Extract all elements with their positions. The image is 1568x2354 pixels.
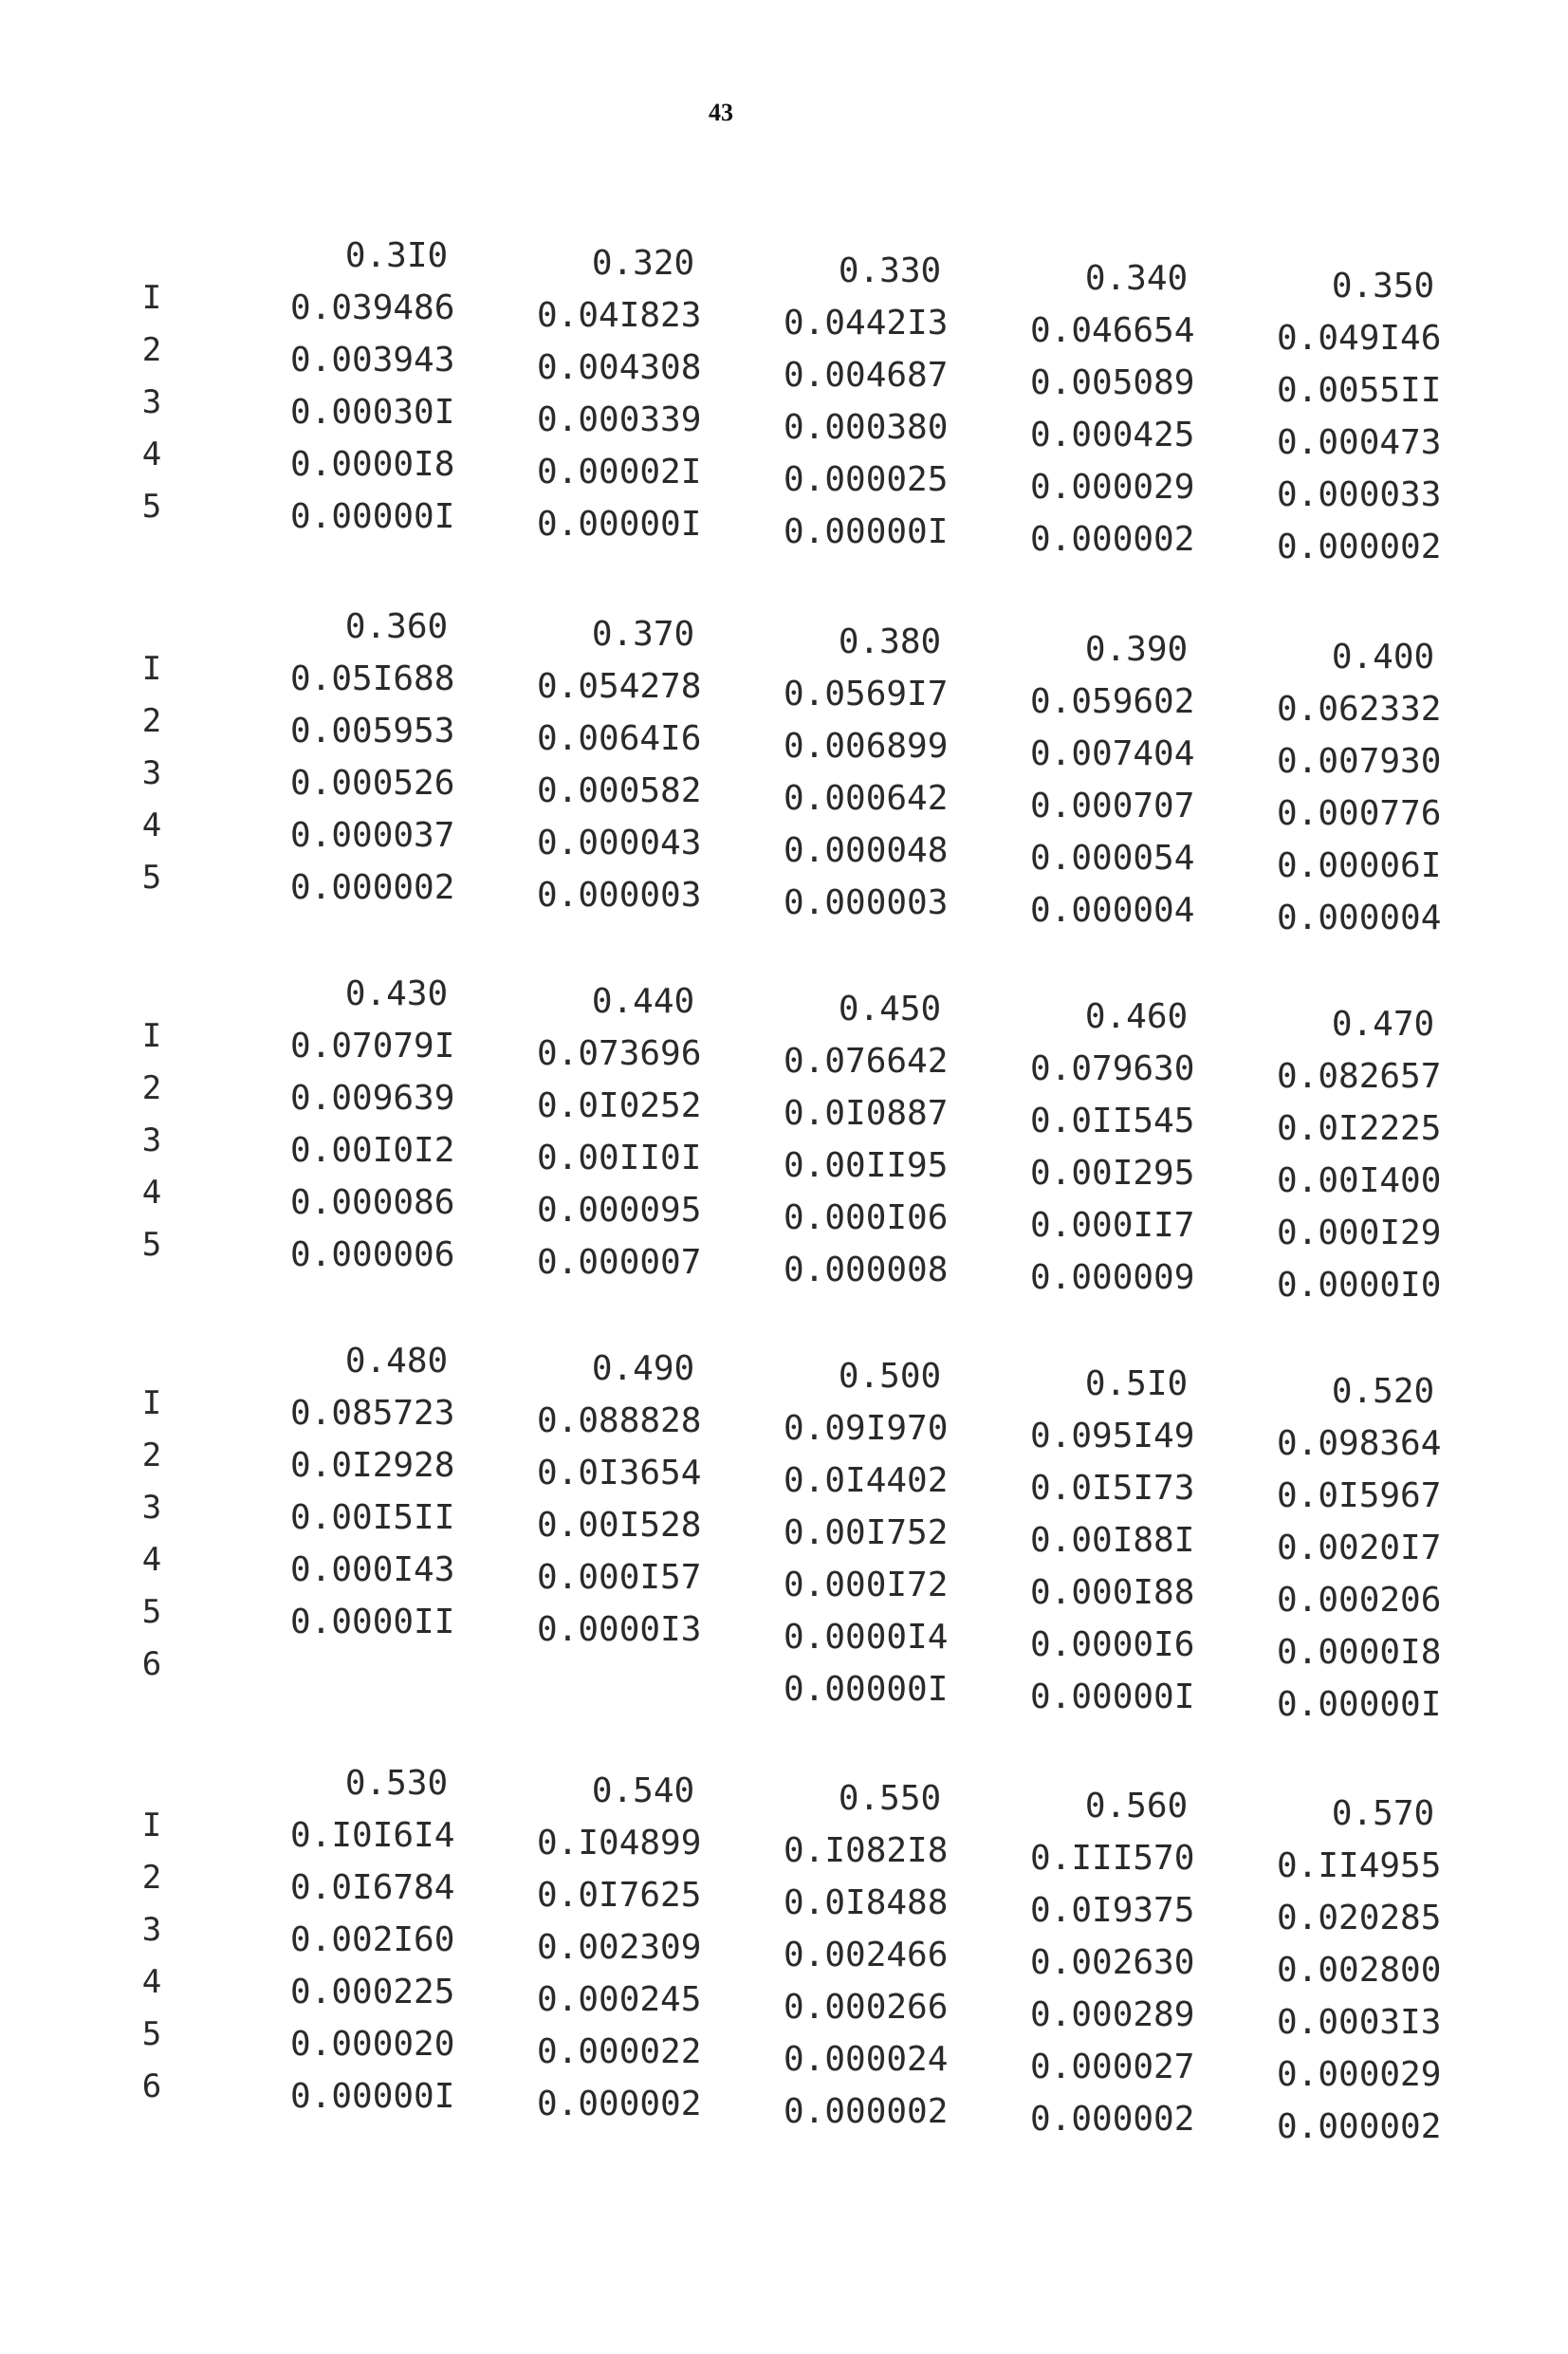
table-cell: 0.046654 [1030, 311, 1195, 350]
column-header: 0.330 [838, 251, 942, 290]
table-cell: 0.000I06 [784, 1198, 949, 1237]
column-header: 0.520 [1331, 1372, 1435, 1411]
row-label: 6 [141, 2067, 162, 2105]
column-header: 0.470 [1331, 1005, 1435, 1044]
column-header: 0.480 [344, 1342, 449, 1381]
column-header: 0.440 [591, 982, 695, 1021]
table-cell: 0.000003 [784, 883, 949, 922]
table-cell: 0.000008 [784, 1251, 949, 1289]
column-header: 0.360 [344, 607, 449, 646]
table-cell: 0.0I7625 [537, 1876, 702, 1915]
table-cell: 0.000526 [290, 764, 455, 803]
table-cell: 0.000225 [290, 1973, 455, 2011]
column-header: 0.350 [1331, 267, 1435, 306]
table-column [766, 245, 1013, 558]
table-column [1013, 991, 1260, 1304]
table-cell: 0.000007 [537, 1243, 702, 1282]
row-labels [123, 1010, 180, 1271]
row-label: 5 [141, 2015, 162, 2053]
row-label: I [141, 1807, 162, 1844]
table-cell: 0.000380 [784, 408, 949, 447]
column-header: 0.320 [591, 244, 695, 283]
table-cell: 0.0000I4 [784, 1618, 949, 1657]
table-column [273, 601, 520, 914]
table-cell: 0.000776 [1277, 794, 1442, 833]
column-header: 0.400 [1331, 638, 1435, 677]
table-cell: 0.0000II [290, 1603, 455, 1641]
row-label: 4 [141, 436, 162, 473]
table-cell: 0.0I5967 [1277, 1476, 1442, 1515]
table-cell: 0.0000I0 [1277, 1266, 1442, 1305]
table-cell: 0.00006I [1277, 846, 1442, 885]
table-cell: 0.00030I [290, 393, 455, 432]
table-cell: 0.000002 [537, 2085, 702, 2123]
table-cell: 0.000002 [784, 2092, 949, 2131]
table-cell: 0.III570 [1030, 1839, 1195, 1878]
table-cell: 0.054278 [537, 667, 702, 706]
table-cell: 0.00I400 [1277, 1161, 1442, 1200]
table-cell: 0.000642 [784, 779, 949, 818]
table-column [1260, 260, 1506, 573]
table-cell: 0.000009 [1030, 1258, 1195, 1297]
table-cell: 0.09I970 [784, 1409, 949, 1448]
table-cell: 0.000006 [290, 1235, 455, 1274]
table-column [1260, 631, 1506, 944]
table-cell: 0.I0I6I4 [290, 1816, 455, 1855]
table-cell: 0.000027 [1030, 2048, 1195, 2086]
table-cell: 0.000037 [290, 816, 455, 855]
table-column [1260, 998, 1506, 1311]
column-header: 0.530 [344, 1764, 449, 1803]
column-header: 0.490 [591, 1349, 695, 1388]
table-cell: 0.0I3654 [537, 1454, 702, 1492]
table-cell: 0.020285 [1277, 1899, 1442, 1937]
row-label: 5 [141, 859, 162, 897]
table-cell: 0.000086 [290, 1183, 455, 1222]
table-cell: 0.000004 [1277, 899, 1442, 937]
table-cell: 0.04I823 [537, 296, 702, 335]
table-cell: 0.00000I [784, 512, 949, 551]
table-column [273, 968, 520, 1281]
table-cell: 0.000002 [1030, 520, 1195, 559]
table-cell: 0.005953 [290, 712, 455, 751]
table-cell: 0.000022 [537, 2032, 702, 2071]
table-column [766, 983, 1013, 1296]
table-cell: 0.00II0I [537, 1139, 702, 1177]
table-cell: 0.000029 [1277, 2055, 1442, 2094]
table-cell: 0.076642 [784, 1042, 949, 1081]
table-cell: 0.0I2928 [290, 1446, 455, 1485]
table-column [1013, 1358, 1260, 1723]
table-cell: 0.0II545 [1030, 1102, 1195, 1140]
table-cell: 0.0064I6 [537, 719, 702, 758]
table-cell: 0.000I57 [537, 1558, 702, 1597]
table-cell: 0.039486 [290, 288, 455, 327]
table-cell: 0.073696 [537, 1034, 702, 1073]
column-header: 0.540 [591, 1771, 695, 1810]
table-cell: 0.000054 [1030, 839, 1195, 878]
table-cell: 0.00000I [537, 505, 702, 544]
table-cell: 0.003943 [290, 341, 455, 380]
table-cell: 0.004687 [784, 356, 949, 395]
table-cell: 0.0000I8 [1277, 1633, 1442, 1672]
page-number: 43 [709, 99, 733, 126]
table-cell: 0.000425 [1030, 416, 1195, 454]
table-cell: 0.000024 [784, 2040, 949, 2079]
row-labels [123, 1378, 180, 1691]
table-cell: 0.062332 [1277, 690, 1442, 729]
table-cell: 0.00I88I [1030, 1521, 1195, 1560]
row-label: 4 [141, 1541, 162, 1579]
table-column [1013, 252, 1260, 565]
table-column [1260, 1365, 1506, 1731]
row-label: 3 [141, 383, 162, 421]
row-label: I [141, 279, 162, 317]
table-cell: 0.000029 [1030, 468, 1195, 507]
table-cell: 0.0I9375 [1030, 1891, 1195, 1930]
table-cell: 0.00000I [290, 2077, 455, 2116]
row-label: 2 [141, 702, 162, 740]
table-column [520, 1343, 766, 1656]
row-label: 2 [141, 1436, 162, 1474]
table-column [520, 608, 766, 921]
table-column [273, 230, 520, 543]
row-label: I [141, 1384, 162, 1422]
table-cell: 0.0442I3 [784, 304, 949, 343]
table-cell: 0.000339 [537, 400, 702, 439]
column-header: 0.560 [1084, 1787, 1189, 1826]
table-cell: 0.0569I7 [784, 675, 949, 714]
table-cell: 0.0003I3 [1277, 2003, 1442, 2042]
table-column [766, 1350, 1013, 1715]
table-cell: 0.00000I [1277, 1685, 1442, 1724]
table-cell: 0.000I43 [290, 1550, 455, 1589]
column-header: 0.550 [838, 1779, 942, 1818]
column-header: 0.5I0 [1084, 1364, 1189, 1403]
row-label: 4 [141, 1963, 162, 2001]
table-column [520, 1765, 766, 2130]
row-label: 6 [141, 1645, 162, 1683]
table-cell: 0.0000I6 [1030, 1625, 1195, 1664]
table-cell: 0.009639 [290, 1079, 455, 1118]
table-cell: 0.002466 [784, 1936, 949, 1974]
table-cell: 0.000206 [1277, 1581, 1442, 1620]
row-label: 4 [141, 1174, 162, 1212]
table-cell: 0.005089 [1030, 363, 1195, 402]
table-cell: 0.00000I [290, 497, 455, 536]
table-cell: 0.000266 [784, 1988, 949, 2027]
table-cell: 0.00002I [537, 453, 702, 491]
table-cell: 0.000002 [1277, 2107, 1442, 2146]
row-label: 3 [141, 1489, 162, 1527]
table-column [1013, 1780, 1260, 2145]
table-cell: 0.I04899 [537, 1824, 702, 1863]
table-cell: 0.00I528 [537, 1506, 702, 1545]
table-cell: 0.0055II [1277, 371, 1442, 410]
table-cell: 0.079630 [1030, 1049, 1195, 1088]
column-header: 0.370 [591, 615, 695, 654]
table-cell: 0.0020I7 [1277, 1529, 1442, 1567]
table-cell: 0.000048 [784, 831, 949, 870]
table-cell: 0.0I6784 [290, 1868, 455, 1907]
table-cell: 0.000II7 [1030, 1206, 1195, 1245]
table-column [766, 1772, 1013, 2138]
table-cell: 0.085723 [290, 1394, 455, 1433]
table-cell: 0.059602 [1030, 682, 1195, 721]
row-labels [123, 1800, 180, 2113]
table-cell: 0.000043 [537, 824, 702, 862]
table-cell: 0.004308 [537, 348, 702, 387]
table-cell: 0.006899 [784, 727, 949, 766]
table-cell: 0.0000I8 [290, 445, 455, 484]
table-cell: 0.07079I [290, 1027, 455, 1066]
column-header: 0.3I0 [344, 236, 449, 275]
table-cell: 0.000025 [784, 460, 949, 499]
row-labels [123, 643, 180, 904]
table-cell: 0.0I5I73 [1030, 1469, 1195, 1508]
table-cell: 0.002309 [537, 1928, 702, 1967]
table-cell: 0.000582 [537, 771, 702, 810]
row-label: I [141, 1017, 162, 1055]
table-cell: 0.00II95 [784, 1146, 949, 1185]
table-cell: 0.007930 [1277, 742, 1442, 781]
table-cell: 0.000245 [537, 1980, 702, 2019]
table-column [273, 1335, 520, 1648]
table-column [273, 1757, 520, 2122]
table-cell: 0.05I688 [290, 659, 455, 698]
table-cell: 0.002I60 [290, 1920, 455, 1959]
table-cell: 0.000I72 [784, 1566, 949, 1604]
table-cell: 0.000020 [290, 2025, 455, 2064]
table-cell: 0.00I0I2 [290, 1131, 455, 1170]
table-column [1260, 1788, 1506, 2153]
table-cell: 0.00I752 [784, 1513, 949, 1552]
table-cell: 0.00I5II [290, 1498, 455, 1537]
table-cell: 0.000002 [1277, 528, 1442, 566]
table-column [520, 237, 766, 550]
column-header: 0.500 [838, 1357, 942, 1396]
column-header: 0.450 [838, 990, 942, 1029]
table-cell: 0.088828 [537, 1401, 702, 1440]
table-cell: 0.000289 [1030, 1995, 1195, 2034]
row-label: 3 [141, 1121, 162, 1159]
column-header: 0.380 [838, 622, 942, 661]
column-header: 0.570 [1331, 1794, 1435, 1833]
table-cell: 0.095I49 [1030, 1417, 1195, 1455]
table-column [1013, 623, 1260, 936]
table-cell: 0.000004 [1030, 891, 1195, 930]
table-cell: 0.000002 [1030, 2100, 1195, 2139]
table-cell: 0.0I0887 [784, 1094, 949, 1133]
table-cell: 0.007404 [1030, 734, 1195, 773]
table-cell: 0.098364 [1277, 1424, 1442, 1463]
table-cell: 0.000473 [1277, 423, 1442, 462]
table-cell: 0.00000I [784, 1670, 949, 1709]
row-label: 2 [141, 1859, 162, 1897]
table-column [766, 616, 1013, 929]
row-label: 3 [141, 1911, 162, 1949]
table-cell: 0.0I2225 [1277, 1109, 1442, 1148]
row-label: I [141, 650, 162, 688]
table-cell: 0.000095 [537, 1191, 702, 1230]
table-cell: 0.II4955 [1277, 1846, 1442, 1885]
table-cell: 0.049I46 [1277, 319, 1442, 358]
column-header: 0.430 [344, 974, 449, 1013]
column-header: 0.390 [1084, 630, 1189, 669]
table-cell: 0.000707 [1030, 787, 1195, 825]
table-cell: 0.00000I [1030, 1677, 1195, 1716]
table-cell: 0.000I88 [1030, 1573, 1195, 1612]
row-label: 2 [141, 331, 162, 369]
row-label: 3 [141, 754, 162, 792]
table-cell: 0.00I295 [1030, 1154, 1195, 1193]
table-cell: 0.000033 [1277, 475, 1442, 514]
row-label: 2 [141, 1069, 162, 1107]
table-cell: 0.I082I8 [784, 1831, 949, 1870]
table-cell: 0.0I4402 [784, 1461, 949, 1500]
table-cell: 0.0I0252 [537, 1086, 702, 1125]
table-cell: 0.002630 [1030, 1943, 1195, 1982]
column-header: 0.340 [1084, 259, 1189, 298]
row-label: 5 [141, 1593, 162, 1631]
table-cell: 0.0000I3 [537, 1610, 702, 1649]
table-cell: 0.082657 [1277, 1057, 1442, 1096]
table-cell: 0.000I29 [1277, 1214, 1442, 1252]
table-cell: 0.002800 [1277, 1951, 1442, 1990]
row-label: 5 [141, 488, 162, 526]
table-column [520, 975, 766, 1288]
row-labels [123, 272, 180, 533]
table-cell: 0.0I8488 [784, 1883, 949, 1922]
row-label: 4 [141, 806, 162, 844]
column-header: 0.460 [1084, 997, 1189, 1036]
table-cell: 0.000003 [537, 876, 702, 915]
table-cell: 0.000002 [290, 868, 455, 907]
row-label: 5 [141, 1226, 162, 1264]
